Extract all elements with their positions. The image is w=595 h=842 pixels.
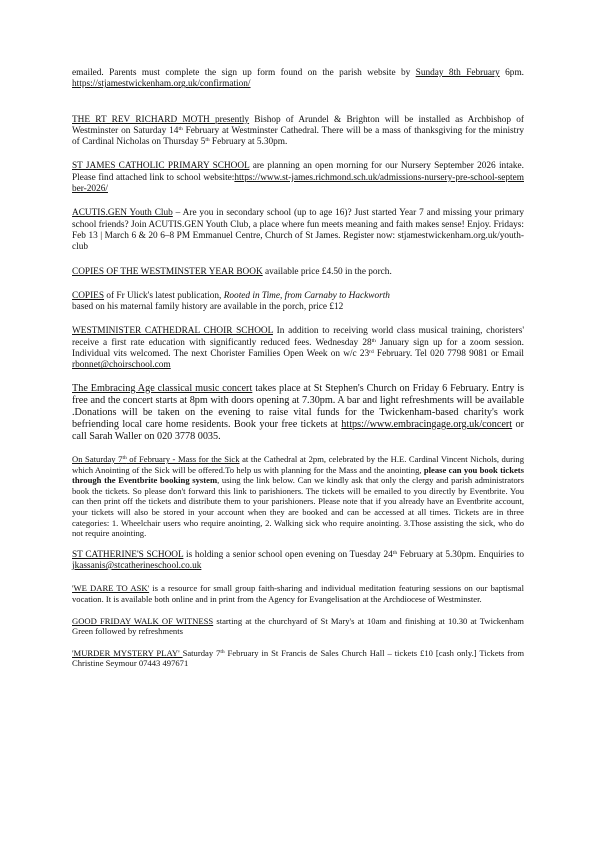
concert-heading: The Embracing Age classical music concert	[72, 382, 253, 394]
murder-mystery-heading: 'MURDER MYSTERY PLAY'	[72, 647, 183, 658]
choir-school-heading: WESTMINISTER CATHEDRAL CHOIR SCHOOL	[72, 326, 273, 337]
murder-mystery-notice	[72, 648, 524, 669]
youth-club-notice	[72, 208, 524, 253]
publication-heading: COPIES	[72, 290, 105, 301]
archbishop-text-presently: presently	[215, 114, 250, 125]
good-friday-text: starting at the churchyard of St Mary's at 10am and finishing at 10.30 at Twickenham Green followed by refreshments	[72, 615, 524, 637]
publication-notice	[72, 291, 524, 314]
archbishop-text-bishop: Bishop of Arundel & Brighton	[249, 114, 385, 125]
choir-school-email[interactable]: rbonnet@choirschool.com	[72, 360, 171, 371]
archbishop-notice	[72, 115, 524, 149]
we-dare-to-ask-notice	[72, 583, 524, 604]
publication-text-price: based on his maternal family history are available in the porch, price £12	[72, 302, 344, 313]
sup: th	[392, 549, 398, 556]
murder-mystery-text: Saturday 7	[182, 647, 221, 658]
mass-text: at the Cathedral at 2pm, celebrated by the H.E. Cardinal Vincent Nichols, during which Anointing of the Sick will be offered.To help us with planning for the Mass and the anointing,	[72, 454, 524, 475]
year-book-heading: COPIES OF THE WESTMINSTER YEAR BOOK	[72, 266, 263, 277]
sup: th	[178, 125, 183, 132]
mass-date	[72, 454, 240, 464]
good-friday-heading: GOOD FRIDAY WALK OF WITNESS	[72, 615, 214, 626]
confirmation-notice	[72, 68, 524, 91]
concert-notice	[72, 383, 524, 443]
st-catherines-notice	[72, 550, 524, 573]
youth-club-text: – Are you in secondary school (up to age 16)? Just started Year 7 and missing your primary school friends? Join ACUTIS.GEN Youth Club, a place where fun meets meaning and faith makes sense! Enjoy. Fridays: Feb 13 | March 6 & 20 6–8 PM Emmanuel Centre, Church of St James. Register now: stjamestwickenham.org.uk/youth-club	[72, 208, 524, 253]
we-dare-to-ask-heading: 'WE DARE TO ASK'	[72, 583, 150, 594]
sup: th	[205, 137, 210, 144]
archbishop-text-installed: will be installed as Archbishop of Westminster on Saturday 14	[72, 114, 524, 136]
publication-title: Rooted in Time, from Carnaby to Hackworth	[223, 290, 390, 301]
mass-text-2: , using the link below. Can we kindly ask that only the clergy and parish administrators book the tickets. So please don't forward this link to parishioners. The tickets will be emailed to you directly by Eventbrite. You can then print off the tickets and distribute them to your parishioners. Please note that if you already have an Eventbrite account, your tickets will also be stored in your account when they are booked and can be accessed at all times. Tickets are in three categories: 1. Wheelchair users who require anointing, 2. Walking sick who require anointing. 3.Those assisting the sick, who do not require anointing.	[72, 475, 524, 539]
archbishop-text-mass: February at Westminster Cathedral. There will be a mass of thanksgiving for the ministry of Cardinal Nicholas on Thursday 5	[72, 125, 525, 148]
archbishop-text-time: February at 5.30pm.	[209, 137, 288, 148]
concert-text: takes place at St Stephen's Church on Friday 6 February. Entry is free and the concert starts at 8pm with doors opening at 7.30pm. A bar and light refreshments will be available .Donations will be taken on the evening to raise vital funds for the Twickenham-based charity's work befriending local care home residents. Book your free tickets at	[72, 382, 524, 430]
mass-heading: of February - Mass for the Sick	[126, 454, 240, 465]
concert-link[interactable]: https://www.embracingage.org.uk/concert	[341, 418, 513, 430]
publication-text: of Fr Ulick's latest publication,	[104, 290, 224, 301]
choir-school-text-3: February. Tel 020 7798 9081 or Email	[373, 349, 524, 360]
youth-club-heading: ACUTIS.GEN Youth Club	[72, 208, 173, 219]
st-catherines-email[interactable]: jkassanis@stcatherineschool.co.uk	[72, 561, 202, 572]
notice-text: emailed. Parents must complete the sign up form found on the parish website by	[72, 68, 416, 78]
st-catherines-text: is holding a senior school open evening on Tuesday 24	[183, 549, 393, 560]
year-book-text: available price £4.50 in the porch.	[262, 266, 392, 277]
primary-school-notice	[72, 161, 524, 195]
confirmation-link[interactable]: https://stjamestwickenham.org.uk/confirmation/	[72, 79, 251, 90]
concert-text-2: or call Sarah Waller on 020 3778 0035.	[72, 418, 524, 443]
primary-school-heading: ST JAMES CATHOLIC PRIMARY SCHOOL	[72, 161, 250, 172]
primary-school-link[interactable]: https://www.st-james.richmond.sch.uk/admissions-nursery-pre-school-september-2026/	[72, 172, 524, 195]
primary-school-text: are planning an open morning for our Nursery September 2026 intake. Please find attached link to school website:	[72, 161, 524, 183]
year-book-notice	[72, 267, 524, 278]
sup: th	[371, 337, 376, 344]
mass-for-sick-notice	[72, 454, 524, 539]
st-catherines-text-2: February at 5.30pm. Enquiries to	[397, 549, 524, 560]
choir-school-text-2: January sign up for a zoom session. Individual vits welcomed. The next Chorister Families Open Week on w/c 23	[72, 337, 524, 360]
sup: rd	[369, 349, 374, 356]
signup-deadline: Sunday 8th February	[415, 68, 500, 78]
we-dare-to-ask-text: is a resource for small group faith-sharing and individual meditation featuring sessions on our baptismal vocation. It is available both online and in print from the Agency for Evangelisation at the Archdiocese of Westminster.	[72, 583, 524, 605]
mass-date-text: On Saturday 7	[72, 454, 123, 465]
sup: th	[122, 455, 127, 462]
mass-booking-request: please can you book tickets through the Eventbrite booking system	[72, 464, 525, 486]
st-catherines-heading: ST CATHERINE'S SCHOOL	[72, 549, 184, 560]
choir-school-notice	[72, 326, 524, 371]
notice-time: 6pm.	[499, 68, 525, 78]
archbishop-heading: THE RT REV RICHARD MOTH	[72, 114, 215, 125]
newsletter-page	[72, 68, 524, 669]
good-friday-notice	[72, 616, 524, 637]
choir-school-text: In addition to receiving world class musical training, choristers' receive a first rate education with significantly reduced fees. Wednesday 28	[72, 326, 524, 348]
murder-mystery-text-2: February in St Francis de Sales Church Hall – tickets £10 [cash only.] Tickets from Christine Seymour 07443 497671	[72, 647, 525, 669]
sup: th	[220, 648, 225, 655]
